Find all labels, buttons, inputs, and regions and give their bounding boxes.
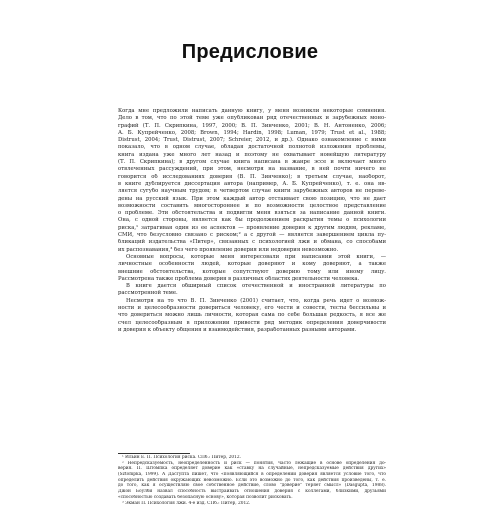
footnote-line: «способностью создавать безопасную основу», которая позволит рисковать. [118,495,386,501]
text-line: что довериться можно лишь личности, которая сама по себе большая редкость, я все же [118,312,386,319]
footnotes [118,455,386,506]
footnote-line: (Sztompka, 1999). А Дасгупта пишет, что «появляющийся в определении доверия является условие того, что [118,472,386,478]
text-line: бликаций издательства «Питер», связанных с психологией лжи и обмана, со способами [118,239,386,246]
footnote-line: ² Непредсказуемость, неопределенность и риск — понятия, часто лежащие в основе определения до- [118,461,386,467]
footnote-line: ¹ Ильин Е. П. Психология риска. СПб.: Питер, 2012. [118,455,386,461]
text-line: рассмотренной теме. [118,290,386,297]
text-line: личностные особенности людей, которые доверяют и кому доверяют, а также [118,261,386,268]
footnote-line: верия. П. Штомпка определяет доверие как «ставку на случайные, непредсказуемые действия других» [118,466,386,472]
text-line: А. Б. Купрейченко, 2008; Brown, 1994; Hardin, 1998; Luman, 1979; Trust et al., 1988; [118,130,386,137]
text-line: в книге дублируется диссертация автора (например, А. Б. Купрейченко), т. е. она яв- [118,181,386,188]
page-title: Предисловие [0,40,500,64]
text-line: внешние обстоятельства, которые сопутствуют доверию тому или иному лицу. [118,269,386,276]
text-line: их распознавания,³ без чего проявление доверия или недоверия невозможно. [118,247,386,254]
footnote-line: до того, как я осуществляю свое собственное действие, слово "доверие" теряет смысл» (Dasgupta, 1988). [118,483,386,489]
text-line: показало, что в одном случае, обладая достаточной полнотой изложения проблемы, [118,144,386,151]
text-line: Основные вопросы, которые меня интересовали при написании этой книги, — [118,254,386,261]
footnote-line: Джон Боулби назвал способность выстраивать отношения доверия с коллегами, близкими, друзьями [118,489,386,495]
text-line: книга издана уже много лет назад и поэтому не охватывает новейшую литературу [118,152,386,159]
text-line: говорится об исследованиях доверия (В. П. Зинченко); в третьем случае, наоборот, [118,174,386,181]
text-line: Когда мне предложили написать данную книгу, у меня возникли некоторые сомнения. [118,108,386,115]
text-line: Рассмотрена также проблема доверия в различных областях деятельности человека. [118,276,386,283]
text-line: Несмотря на то что В. П. Зинченко (2001) считает, что, когда речь идет о возмож- [118,298,386,305]
footnote-line: ³ Экман П. Психология лжи. 4-е изд. СПб.: Питер, 2012. [118,501,386,506]
text-line: Distrust, 2004; Trust, Distrust, 2007; Schreier, 2012, и др.). Однако ознакомление с ними [118,137,386,144]
text-line: ляется сугубо научным трудом; в четвертом случае книги зарубежных авторов не переве- [118,188,386,195]
text-line: СМИ, что безусловно связано с риском;² а с другой — является завершением цикла пу- [118,232,386,239]
text-line: счел целесообразным в приложении привести ряд методик определения доверчивости [118,320,386,327]
text-line: о проблеме. Эти обстоятельства и подвигли меня взяться за написание данной книги. [118,210,386,217]
text-line: (Т. П. Скрипкина); в другом случае книга написана в жанре эссе и включает много [118,159,386,166]
footnote-divider [118,453,190,454]
text-line: ности и целесообразности довериться человеку, его чести и совести, тесты бессильны и [118,305,386,312]
text-line: отвлеченных рассуждений, при этом, несмотря на название, в ней почти ничего не [118,166,386,173]
text-line: дены на русский язык. При этом каждый автор отстаивает свою позицию, что не дает [118,196,386,203]
text-line: В книге дается обширный список отечественной и иностранной литературы по [118,283,386,290]
footnote-line: определить действия окружающих невозможно. Если это возможно до того, как действия произведены, т. е. [118,478,386,484]
text-line: Дело в том, что по этой теме уже опубликован ряд отечественных и зарубежных моно- [118,115,386,122]
text-line: графий (Т. П. Скрипкина, 1997, 2000; В. П. Зинченко, 2001; В. Н. Антоненко, 2006; [118,123,386,130]
text-line: возможности составить многостороннее и по возможности целостное представление [118,203,386,210]
text-line: Она, с одной стороны, является как бы продолжением раскрытия темы о психологии [118,217,386,224]
main-text [118,108,386,334]
text-line: риска,¹ затрагивая один из ее аспектов — проявление доверия к другим людям, рекламе, [118,225,386,232]
text-line: и доверия к объекту общения и взаимодействия, разработанных разными авторами. [118,327,386,334]
